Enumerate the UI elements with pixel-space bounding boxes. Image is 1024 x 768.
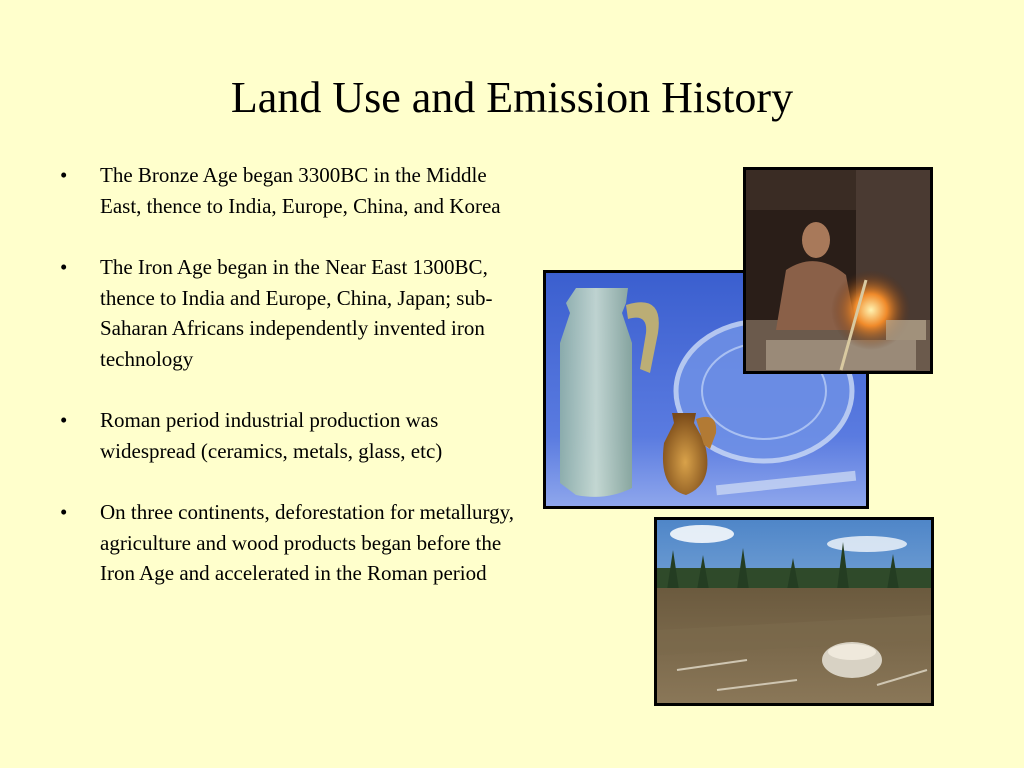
bullet-item: • The Bronze Age began 3300BC in the Middle East, thence to India, Europe, China, and Korea [56, 160, 526, 221]
bullet-item: • On three continents, deforestation for metallurgy, agriculture and wood products began before the Iron Age and accelerated in the Roman period [56, 497, 526, 589]
blacksmith-photo [743, 167, 933, 374]
slide-title: Land Use and Emission History [230, 73, 794, 122]
bullet-item: • Roman period industrial production was widespread (ceramics, metals, glass, etc) [56, 405, 526, 466]
deforestation-photo [654, 517, 934, 706]
bullet-item: • The Iron Age began in the Near East 1300BC, thence to India and Europe, China, Japan; sub-Saharan Africans independently invented iron technology [56, 252, 526, 374]
bullet-list [56, 160, 526, 620]
